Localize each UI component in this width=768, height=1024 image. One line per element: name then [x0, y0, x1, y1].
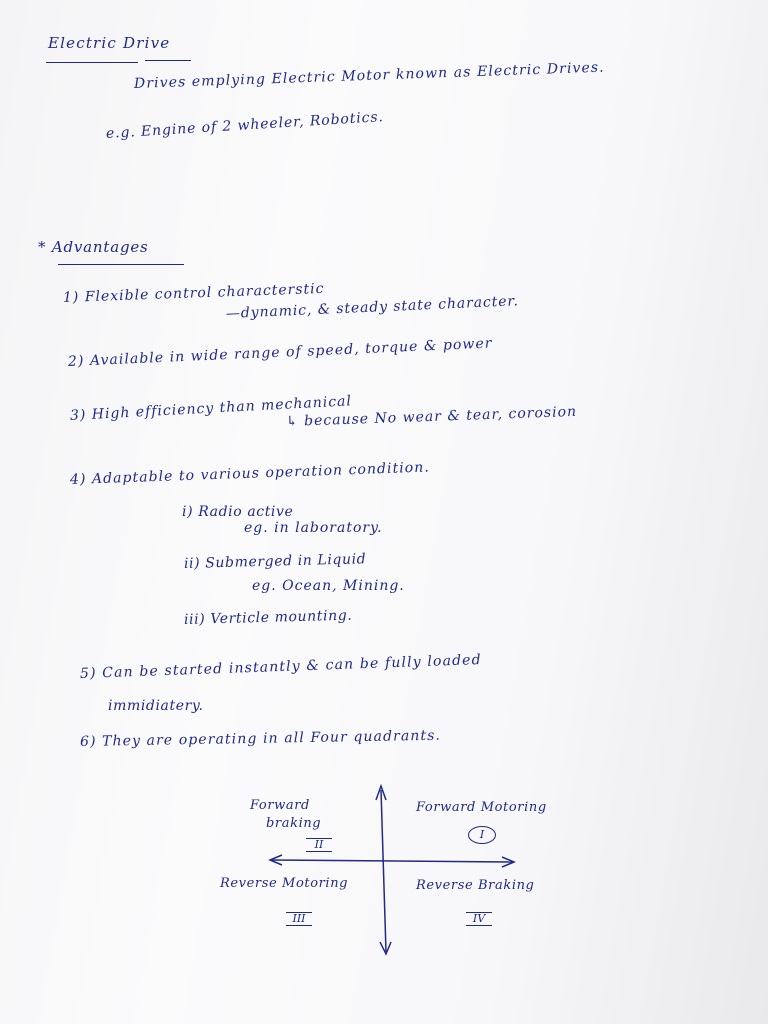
horizontal-axis [272, 860, 512, 862]
quadrant-1-number: I [468, 826, 496, 844]
horizontal-axis-right-arrow [502, 857, 514, 867]
quadrant-4-label: Reverse Braking [416, 878, 535, 893]
advantage-3-detail: ↳ because No wear & tear, corosion [285, 403, 578, 430]
quadrant-2-label-line-2: braking [266, 816, 322, 831]
title-underline [46, 62, 138, 63]
title-underline-2 [145, 60, 191, 61]
advantage-6: 6) They are operating in all Four quadrants. [79, 727, 442, 750]
advantage-1-detail: —dynamic, & steady state character. [225, 293, 520, 322]
vertical-axis-down-arrow [380, 942, 391, 954]
advantage-4-i: i) Radio active [182, 504, 294, 520]
vertical-axis [381, 790, 386, 952]
quadrant-3-number: III [286, 912, 312, 926]
advantage-4-ii: ii) Submerged in Liquid [183, 551, 367, 572]
advantage-3: 3) High efficiency than mechanical [69, 393, 353, 424]
definition-text: Drives emplying Electric Motor known as Electric Drives. [133, 59, 606, 92]
quadrant-3-label: Reverse Motoring [220, 876, 349, 891]
quadrant-2-label-line-1: Forward [250, 798, 310, 813]
advantage-4-iii: iii) Verticle mounting. [183, 607, 353, 628]
example-text: e.g. Engine of 2 wheeler, Robotics. [105, 109, 385, 142]
advantage-4-i-example: eg. in laboratory. [244, 520, 383, 536]
advantages-underline [58, 264, 184, 265]
advantage-4: 4) Adaptable to various operation condition. [69, 459, 431, 488]
quadrant-2-number: II [306, 838, 332, 852]
quadrant-4-number: IV [466, 912, 492, 926]
advantage-4-ii-example: eg. Ocean, Mining. [252, 578, 405, 594]
vertical-axis-up-arrow [376, 786, 386, 800]
advantage-2: 2) Available in wide range of speed, torque & power [67, 335, 493, 370]
advantage-5-line-1: 5) Can be started instantly & can be fully loaded [79, 651, 482, 682]
quadrant-1-label: Forward Motoring [416, 800, 547, 815]
advantage-5-line-2: immidiatery. [108, 698, 204, 714]
advantage-1: 1) Flexible control characterstic [62, 280, 325, 306]
horizontal-axis-left-arrow [270, 855, 282, 865]
advantages-heading: * Advantages [38, 238, 149, 256]
page-title: Electric Drive [48, 34, 171, 52]
